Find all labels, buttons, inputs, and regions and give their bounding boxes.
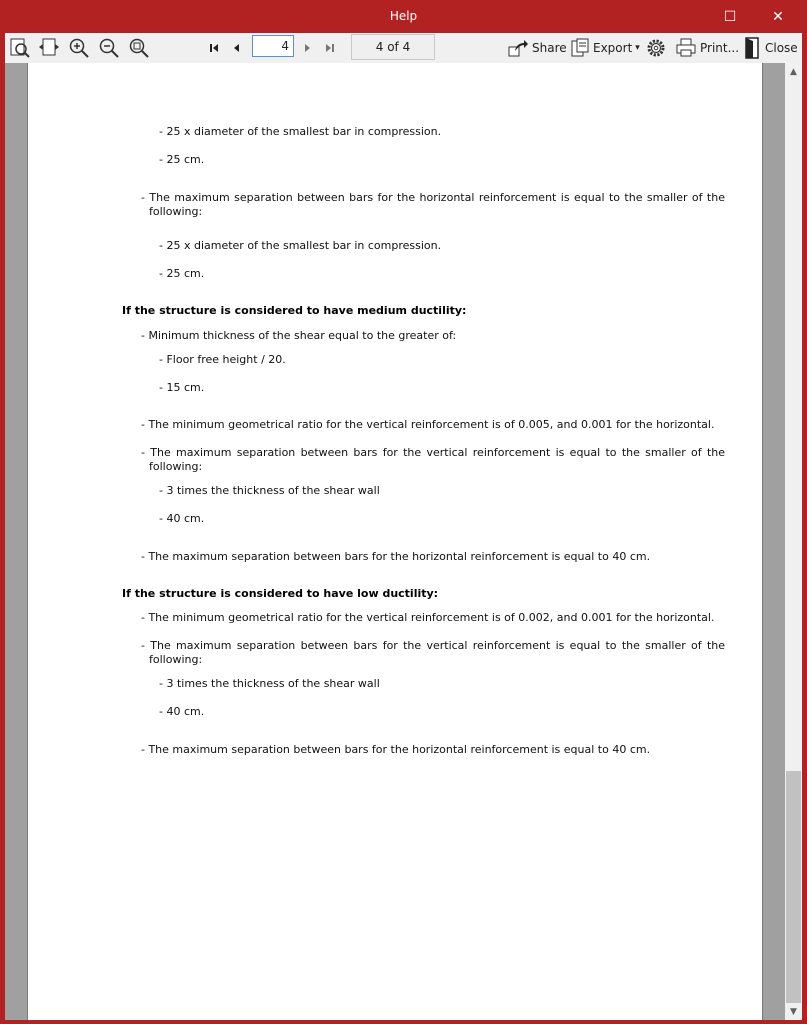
paragraph-line: following: (149, 653, 203, 666)
share-label: Share (532, 41, 567, 55)
last-page-button[interactable] (323, 36, 337, 60)
bullet-item: - 25 x diameter of the smallest bar in compression. (159, 239, 442, 252)
bullet-item: - Minimum thickness of the shear equal to the greater of: (141, 329, 457, 342)
bullet-item: - 40 cm. (159, 512, 205, 525)
maximize-icon: ☐ (723, 8, 737, 25)
share-icon (507, 38, 529, 58)
bullet-item: - The minimum geometrical ratio for the vertical reinforcement is of 0.005, and 0.001 for the horizontal. (141, 418, 715, 431)
fit-width-icon (38, 37, 60, 59)
section-heading-low-ductility: If the structure is considered to have low ductility: (122, 587, 439, 600)
zoom-out-icon (98, 37, 120, 59)
last-page-icon (323, 41, 337, 55)
bullet-item: - 15 cm. (159, 381, 205, 394)
zoom-page-icon (9, 37, 31, 59)
document-page (27, 63, 763, 1020)
previous-page-icon (229, 41, 243, 55)
toolbar (5, 33, 802, 64)
bullet-item: - Floor free height / 20. (159, 353, 286, 366)
export-icon (570, 38, 590, 58)
document-viewer[interactable] (5, 63, 802, 1020)
settings-button[interactable] (645, 36, 667, 60)
bullet-item: - 40 cm. (159, 705, 205, 718)
close-document-button[interactable] (742, 36, 798, 60)
close-label: Close (765, 41, 798, 55)
zoom-in-button[interactable] (68, 36, 90, 60)
zoom-out-button[interactable] (98, 36, 120, 60)
export-label: Export (593, 41, 633, 55)
next-page-button[interactable] (301, 36, 315, 60)
close-icon: ✕ (772, 8, 784, 25)
maximize-button[interactable] (707, 0, 753, 33)
page-count: 4 of 4 (351, 34, 435, 60)
previous-page-button[interactable] (229, 36, 243, 60)
chevron-up-icon: ▲ (790, 66, 797, 77)
first-page-button[interactable] (207, 36, 221, 60)
bullet-item: - The minimum geometrical ratio for the vertical reinforcement is of 0.002, and 0.001 for the horizontal. (141, 611, 715, 624)
zoom-tool-button[interactable] (128, 36, 150, 60)
first-page-icon (207, 41, 221, 55)
print-button[interactable] (675, 36, 739, 60)
zoom-tool-icon (128, 37, 150, 59)
bullet-item: - The maximum separation between bars for the horizontal reinforcement is equal to 40 cm. (141, 743, 651, 756)
scrollbar-thumb[interactable] (786, 771, 801, 1003)
gear-icon (645, 37, 667, 59)
scroll-down-button[interactable] (785, 1003, 802, 1020)
vertical-scrollbar[interactable] (785, 63, 802, 1020)
title-bar (0, 0, 807, 33)
zoom-in-icon (68, 37, 90, 59)
export-button[interactable] (570, 36, 640, 60)
paragraph-line: - The maximum separation between bars for the vertical reinforcement is equal to the smaller of the (141, 639, 725, 652)
next-page-icon (301, 41, 315, 55)
bullet-item: - 3 times the thickness of the shear wall (159, 677, 380, 690)
paragraph-line: following: (149, 205, 203, 218)
paragraph-line: following: (149, 460, 203, 473)
export-dropdown-icon: ▾ (635, 43, 640, 53)
paragraph-line: - The maximum separation between bars for the horizontal reinforcement is equal to the smaller of the (141, 191, 725, 204)
print-label: Print... (700, 41, 740, 55)
fit-width-button[interactable] (38, 36, 60, 60)
bullet-item: - The maximum separation between bars for the horizontal reinforcement is equal to 40 cm. (141, 550, 651, 563)
door-icon (742, 37, 762, 59)
paragraph-line: - The maximum separation between bars for the vertical reinforcement is equal to the smaller of the (141, 446, 725, 459)
bullet-item: - 25 x diameter of the smallest bar in compression. (159, 125, 442, 138)
share-button[interactable] (507, 36, 567, 60)
page-number-input[interactable]: 4 (252, 35, 294, 57)
bullet-item: - 25 cm. (159, 267, 205, 280)
chevron-down-icon: ▼ (790, 1006, 797, 1017)
section-heading-medium-ductility: If the structure is considered to have medium ductility: (122, 304, 467, 317)
printer-icon (675, 38, 697, 58)
close-window-button[interactable] (755, 0, 801, 33)
window-title: Help (389, 9, 418, 23)
bullet-item: - 25 cm. (159, 153, 205, 166)
scroll-up-button[interactable] (785, 63, 802, 80)
zoom-page-button[interactable] (9, 36, 31, 60)
bullet-item: - 3 times the thickness of the shear wall (159, 484, 380, 497)
